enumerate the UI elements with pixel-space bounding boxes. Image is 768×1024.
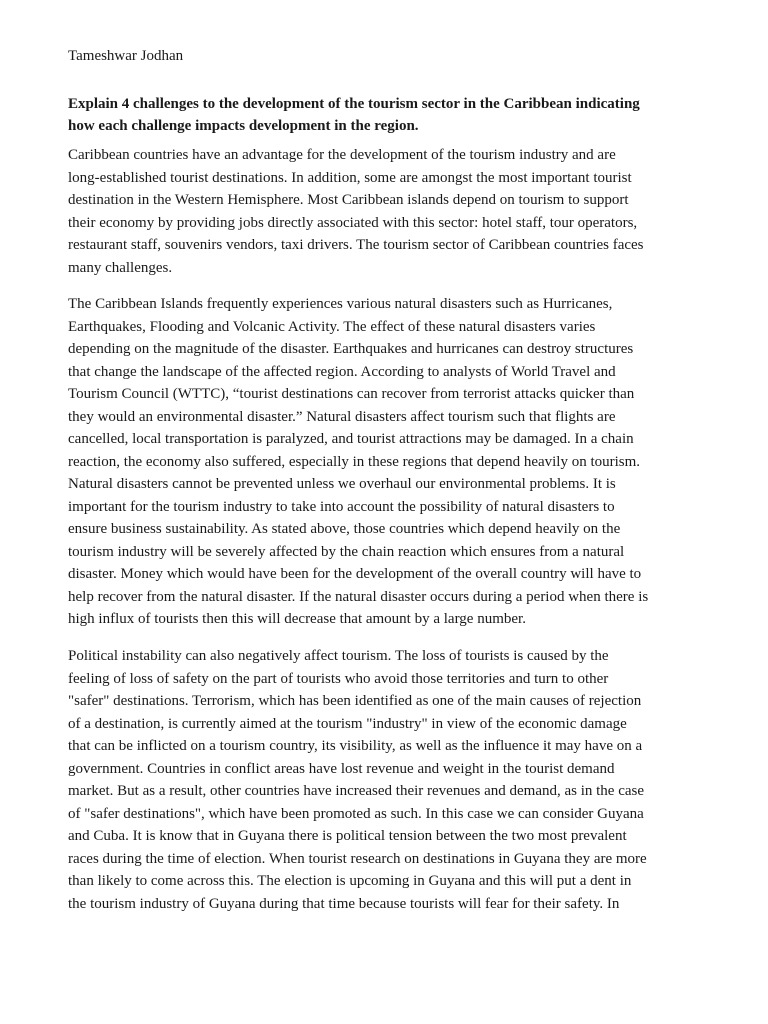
text-line: their economy by providing jobs directly associated with this sector: hotel staff, tour operators, xyxy=(68,214,638,231)
text-line: reaction, the economy also suffered, especially in these regions that depend heavily on tourism. xyxy=(68,453,641,470)
text-line: Natural disasters cannot be prevented unless we overhaul our environmental problems. It is xyxy=(68,476,616,492)
paragraph-political-instability xyxy=(68,645,708,915)
question-line: how each challenge impacts development in the region. xyxy=(68,118,419,134)
text-line: cancelled, local transportation is paralyzed, and tourist attractions may be damaged. In a chain xyxy=(68,431,634,447)
text-line: and Cuba. It is know that in Guyana there is political tension between the two most prevalent xyxy=(68,828,627,844)
text-line: of "safer destinations", which have been promoted as such. In this case we can consider Guyana xyxy=(68,805,644,822)
text-line: the tourism industry of Guyana during that time because tourists will fear for their safety. In xyxy=(68,895,620,912)
text-line: depending on the magnitude of the disaster. Earthquakes and hurricanes can destroy structures xyxy=(68,341,634,357)
paragraph-introduction xyxy=(68,144,708,279)
text-line: than likely to come across this. The election is upcoming in Guyana and this will put a dent in xyxy=(68,873,632,889)
text-line: high influx of tourists then this will decrease that amount by a large number. xyxy=(68,611,526,627)
text-line: that change the landscape of the affected region. According to analysts of World Travel and xyxy=(68,363,616,380)
text-line: tourism industry will be severely affected by the chain reaction which ensures from a natural xyxy=(68,543,625,560)
text-line: feeling of loss of safety on the part of tourists who avoid those territories and turn to other xyxy=(68,670,609,687)
text-line: that can be inflicted on a tourism country, its visibility, as well as the influence it may have on a xyxy=(68,738,643,754)
text-line: they would an environmental disaster.” Natural disasters affect tourism such that flights are xyxy=(68,408,616,425)
text-line: many challenges. xyxy=(68,259,173,276)
paragraph-natural-disasters xyxy=(68,293,708,631)
text-line: Tourism Council (WTTC), “tourist destinations can recover from terrorist attacks quicker than xyxy=(68,386,635,402)
text-line: Earthquakes, Flooding and Volcanic Activity. The effect of these natural disasters varies xyxy=(68,318,596,335)
text-line: government. Countries in conflict areas have lost revenue and weight in the tourist demand xyxy=(68,760,615,777)
text-line: The Caribbean Islands frequently experiences various natural disasters such as Hurricanes, xyxy=(68,296,613,312)
author-name: Tameshwar Jodhan xyxy=(68,48,184,64)
text-line: of a destination, is currently aimed at the tourism "industry" in view of the economic damage xyxy=(68,715,627,732)
text-line: help recover from the natural disaster. If the natural disaster occurs during a period when there is xyxy=(68,588,649,605)
text-line: restaurant staff, souvenirs vendors, taxi drivers. The tourism sector of Caribbean countries faces xyxy=(68,237,644,253)
question-line: Explain 4 challenges to the development of the tourism sector in the Caribbean indicating xyxy=(68,96,640,112)
text-line: important for the tourism industry to take into account the possibility of natural disasters to xyxy=(68,498,615,515)
text-line: disaster. Money which would have been for the development of the overall country will have to xyxy=(68,566,642,582)
text-line: races during the time of election. When tourist research on destinations in Guyana they are more xyxy=(68,850,647,867)
text-line: ensure business sustainability. As stated above, those countries which depend heavily on the xyxy=(68,521,621,537)
text-line: Caribbean countries have an advantage for the development of the tourism industry and are xyxy=(68,147,616,163)
text-line: Political instability can also negatively affect tourism. The loss of tourists is caused by the xyxy=(68,648,609,664)
text-line: destination in the Western Hemisphere. Most Caribbean islands depend on tourism to support xyxy=(68,192,629,208)
text-line: long-established tourist destinations. In addition, some are amongst the most important tourist xyxy=(68,169,632,186)
text-line: "safer" destinations. Terrorism, which has been identified as one of the main causes of rejection xyxy=(68,693,642,709)
question-heading xyxy=(68,93,708,137)
text-line: market. But as a result, other countries have increased their revenues and demand, as in the case xyxy=(68,783,645,799)
